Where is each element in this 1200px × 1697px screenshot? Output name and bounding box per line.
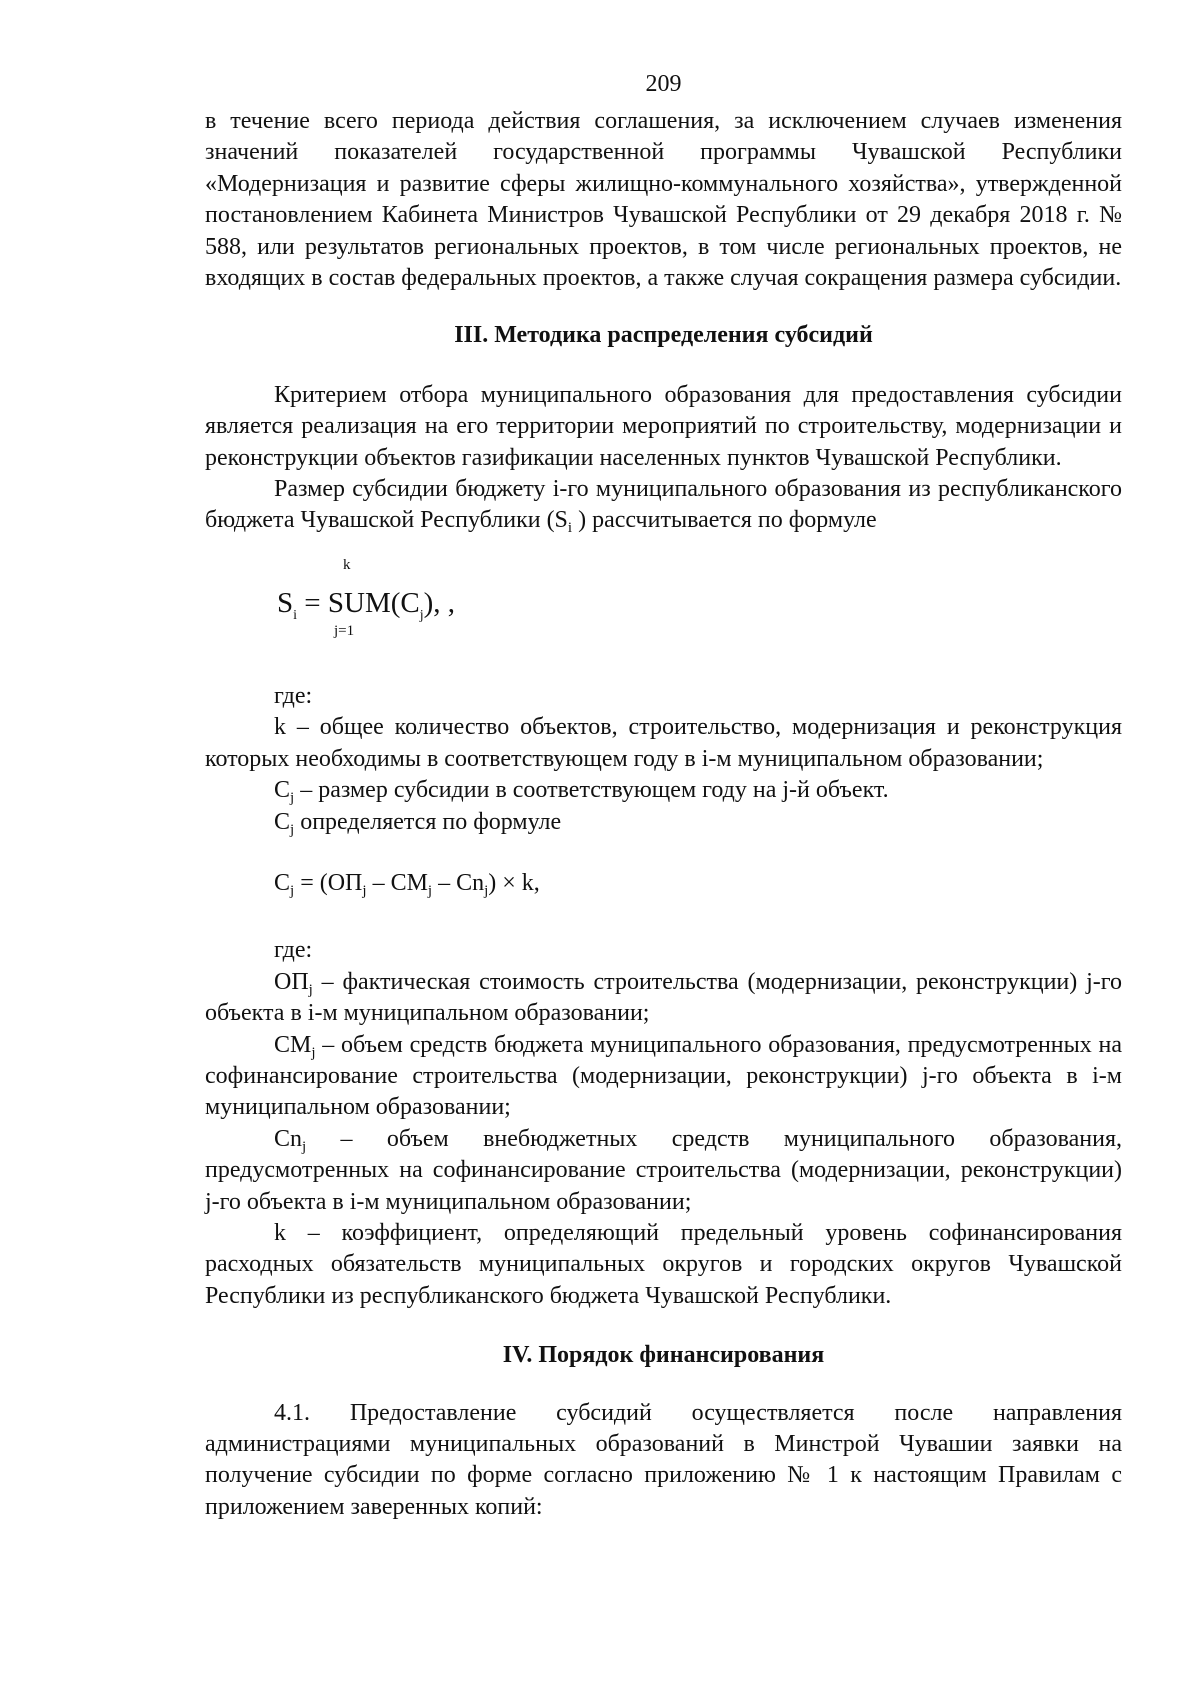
where-label-2: где: <box>274 937 313 964</box>
op-symbol: ОП <box>274 968 309 995</box>
cj-text: – размер субсидии в соответствующем году на j-й объект. <box>294 777 889 804</box>
section-3-heading: III. Методика распределения субсидий <box>454 322 873 349</box>
sum-formula <box>205 557 1122 647</box>
cj-intro-symbol: C <box>274 808 291 835</box>
cj-intro-subscript: j <box>290 821 295 838</box>
sum-rhs-subscript: j <box>419 607 424 623</box>
cj-formula-c-sub: j <box>427 882 433 899</box>
sum-operator: = SUM(C <box>304 586 420 619</box>
subsidy-size-paragraph <box>205 474 1122 537</box>
intro-paragraph: в течение всего периода действия соглашения, за исключением случаев изменения значений показателей государственной программы Чувашской Республики «Модернизация и развитие сферы жилищно-коммунального хозяйства», утвержденной постановлением Кабинета Министров Чувашской Республики от 29 декабря 2018 г. № 588, или результатов региональных проектов, в том числе региональных проектов, не входящих в состав федеральных проектов, а также случая сокращения размера субсидии. <box>205 108 1122 292</box>
where-label-1: где: <box>274 682 313 709</box>
page-number: 209 <box>645 71 682 97</box>
cm-symbol: СМ <box>274 1031 312 1058</box>
op-text: – фактическая стоимость строительства (модернизации, реконструкции) j-го объекта в i-м муниципальном образовании; <box>205 968 1122 1027</box>
cn-symbol: Cn <box>274 1125 303 1152</box>
sum-lower-limit: j=1 <box>334 622 355 639</box>
cj-formula-a-sub: j <box>290 882 295 899</box>
cn-text: – объем внебюджетных средств муниципального образования, предусмотренных на софинансирование строительства (модернизации, реконструкции) j-го объекта в i-м муниципальном образовании; <box>205 1125 1122 1215</box>
cj-formula-a: C <box>274 869 291 896</box>
sum-lhs: S <box>277 586 294 619</box>
cj-formula-b-sub: j <box>362 882 367 899</box>
cm-subscript: j <box>311 1044 316 1061</box>
subsidy-size-subscript: i <box>567 520 573 537</box>
paragraph-4-1: 4.1. Предоставление субсидий осуществляется после направления администрациями муниципальных образований в Минстрой Чувашии заявки на получение субсидии по форме согласно приложению № 1 к настоящим Правилам с приложением заверенных копий: <box>205 1399 1122 1520</box>
cj-symbol: C <box>274 777 291 804</box>
k-coefficient-definition: k – коэффициент, определяющий предельный уровень софинансирования расходных обязательств муниципальных округов и городских округов Чувашской Республики из республиканского бюджета Чувашской Республики. <box>205 1219 1122 1309</box>
cj-formula-d: – Cn <box>432 869 485 896</box>
section-4-heading: IV. Порядок финансирования <box>502 1342 825 1369</box>
subsidy-size-tail: ) рассчитывается по формуле <box>578 507 877 534</box>
cj-formula-d-sub: j <box>484 882 489 899</box>
cn-subscript: j <box>302 1138 307 1155</box>
op-definition <box>205 967 1122 1030</box>
k-definition: k – общее количество объектов, строительство, модернизация и реконструкция которых необходимы в соответствующем году в i-м муниципальном образовании; <box>205 714 1122 772</box>
criterion-paragraph: Критерием отбора муниципального образования для предоставления субсидии является реализация на его территории мероприятий по строительству, модернизации и реконструкции объектов газификации населенных пунктов Чувашской Республики. <box>205 381 1122 471</box>
cj-intro-text: определяется по формуле <box>294 808 562 835</box>
cn-definition <box>205 1124 1122 1218</box>
sum-upper-limit: k <box>343 556 351 573</box>
cm-definition <box>205 1030 1122 1124</box>
cj-formula <box>274 868 1122 899</box>
cj-formula-b: = (ОП <box>294 869 363 896</box>
cj-formula-intro <box>205 807 1122 838</box>
cj-formula-e: ) × k, <box>488 869 540 896</box>
cj-formula-c: – СМ <box>366 869 428 896</box>
op-subscript: j <box>308 981 313 998</box>
sum-formula-body <box>277 586 456 623</box>
cm-text: – объем средств бюджета муниципального образования, предусмотренных на софинансирование строительства (модернизации, реконструкции) j-го объекта в i-м муниципальном образовании; <box>205 1031 1122 1121</box>
cj-subscript: j <box>290 790 295 807</box>
sum-tail: ), , <box>423 586 456 619</box>
document-page <box>205 70 1122 1523</box>
subsidy-size-text: Размер субсидии бюджету i-го муниципального образования из республиканского бюджета Чувашской Республики (S <box>205 476 1122 534</box>
sum-lhs-subscript: i <box>293 607 298 623</box>
cj-definition <box>205 775 1122 806</box>
